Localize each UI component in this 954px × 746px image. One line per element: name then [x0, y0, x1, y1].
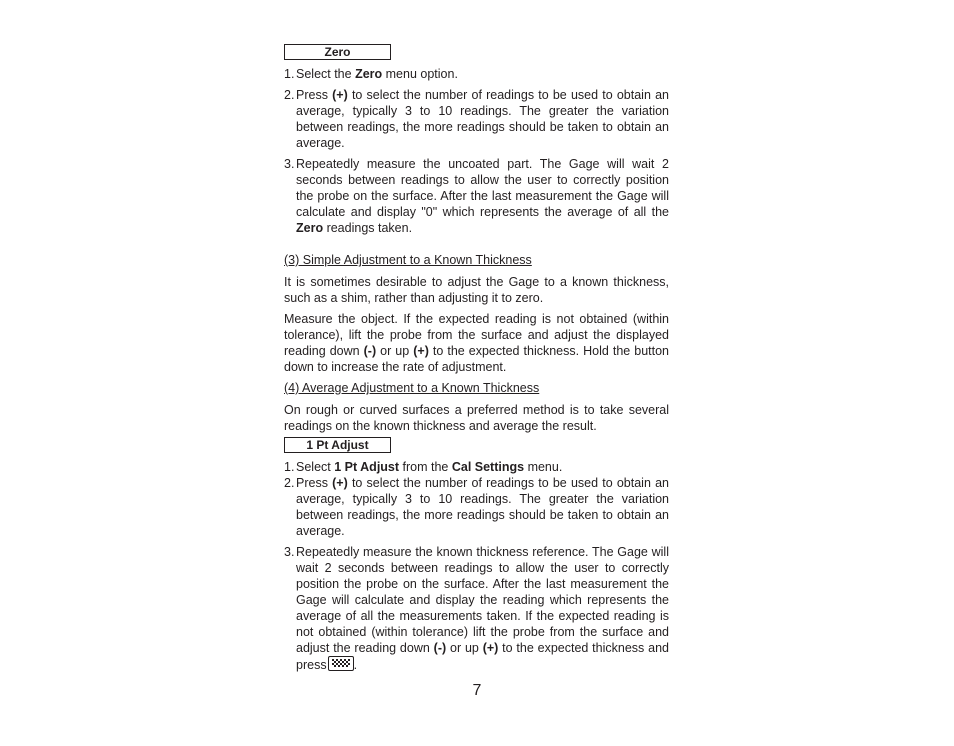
step-number: 3. [284, 545, 295, 559]
para-bold: (-) [363, 344, 377, 358]
step-text: Select the [296, 67, 356, 81]
zero-box-label: Zero [284, 44, 391, 60]
simple-adjust-para-1: It is sometimes desirable to adjust the Gage to a known thickness, such as a shim, rather than adjusting it to zero. [284, 275, 669, 305]
adjust-step-1 [284, 459, 669, 475]
step-text: . [353, 658, 358, 672]
page-number: 7 [472, 682, 482, 699]
para-bold: (+) [413, 344, 429, 358]
zero-step-2 [284, 87, 669, 151]
step-bold: Cal Settings [451, 460, 525, 474]
step-text: Press [296, 88, 333, 102]
checkered-key-icon [328, 656, 354, 671]
step-bold: 1 Pt Adjust [334, 460, 400, 474]
simple-adjust-para-2 [284, 311, 669, 375]
zero-step-1 [284, 66, 669, 82]
step-bold: (+) [332, 476, 348, 490]
step-text: or up [446, 641, 483, 655]
step-number: 3. [284, 157, 295, 171]
step-bold: (+) [332, 88, 348, 102]
step-bold: Zero [355, 67, 383, 81]
step-bold: Zero [296, 221, 324, 235]
step-text: from the [399, 460, 452, 474]
step-text: Press [296, 476, 333, 490]
manual-page-column [284, 44, 669, 678]
adjust-step-3 [284, 544, 669, 673]
step-number: 2. [284, 476, 295, 490]
step-text: to select the number of readings to be used to obtain an average, typically 3 to 10 readings. The greater the variation between readings, the more readings should be taken to obtain an average. [296, 88, 669, 150]
step-text: Repeatedly measure the uncoated part. The Gage will wait 2 seconds between readings to allow the user to correctly position the probe on the surface. After the last measurement the Gage will calculate and display "0" which represents the average of all the [296, 157, 669, 219]
step-text: menu. [524, 460, 563, 474]
para-text: to the expected thickness. Hold the button down to increase the rate of adjustment. [284, 344, 670, 374]
adjust-step-2 [284, 475, 669, 539]
simple-adjust-heading: (3) Simple Adjustment to a Known Thickness [284, 253, 532, 267]
step-bold: (-) [433, 641, 447, 655]
para-text: Measure the object. If the expected reading is not obtained (within tolerance), lift the probe from the surface and adjust the displayed reading down [284, 312, 669, 358]
step-text: to the expected thickness and press [296, 641, 669, 672]
zero-step-3 [284, 156, 669, 236]
step-number: 1. [284, 67, 295, 81]
step-text: menu option. [382, 67, 458, 81]
step-bold: (+) [482, 641, 499, 655]
step-text: to select the number of readings to be used to obtain an average, typically 3 to 10 readings. The greater the variation between readings, the more readings should be taken to obtain an average. [296, 476, 669, 538]
para-text: or up [376, 344, 414, 358]
step-number: 2. [284, 88, 295, 102]
step-number: 1. [284, 460, 295, 474]
step-text: Select [296, 460, 335, 474]
step-text: readings taken. [323, 221, 413, 235]
average-adjust-heading: (4) Average Adjustment to a Known Thickness [284, 381, 540, 395]
one-pt-adjust-box-label: 1 Pt Adjust [284, 437, 391, 453]
average-adjust-para-1: On rough or curved surfaces a preferred method is to take several readings on the known thickness and average the result. [284, 403, 669, 433]
step-text: Repeatedly measure the known thickness reference. The Gage will wait 2 seconds between readings to allow the user to correctly position the probe on the surface. After the last measurement the Gage will calculate and display the reading which represents the average of all the measurements taken. If the expected reading is not obtained (within tolerance) lift the probe from the surface and adjust the reading down [296, 545, 669, 655]
